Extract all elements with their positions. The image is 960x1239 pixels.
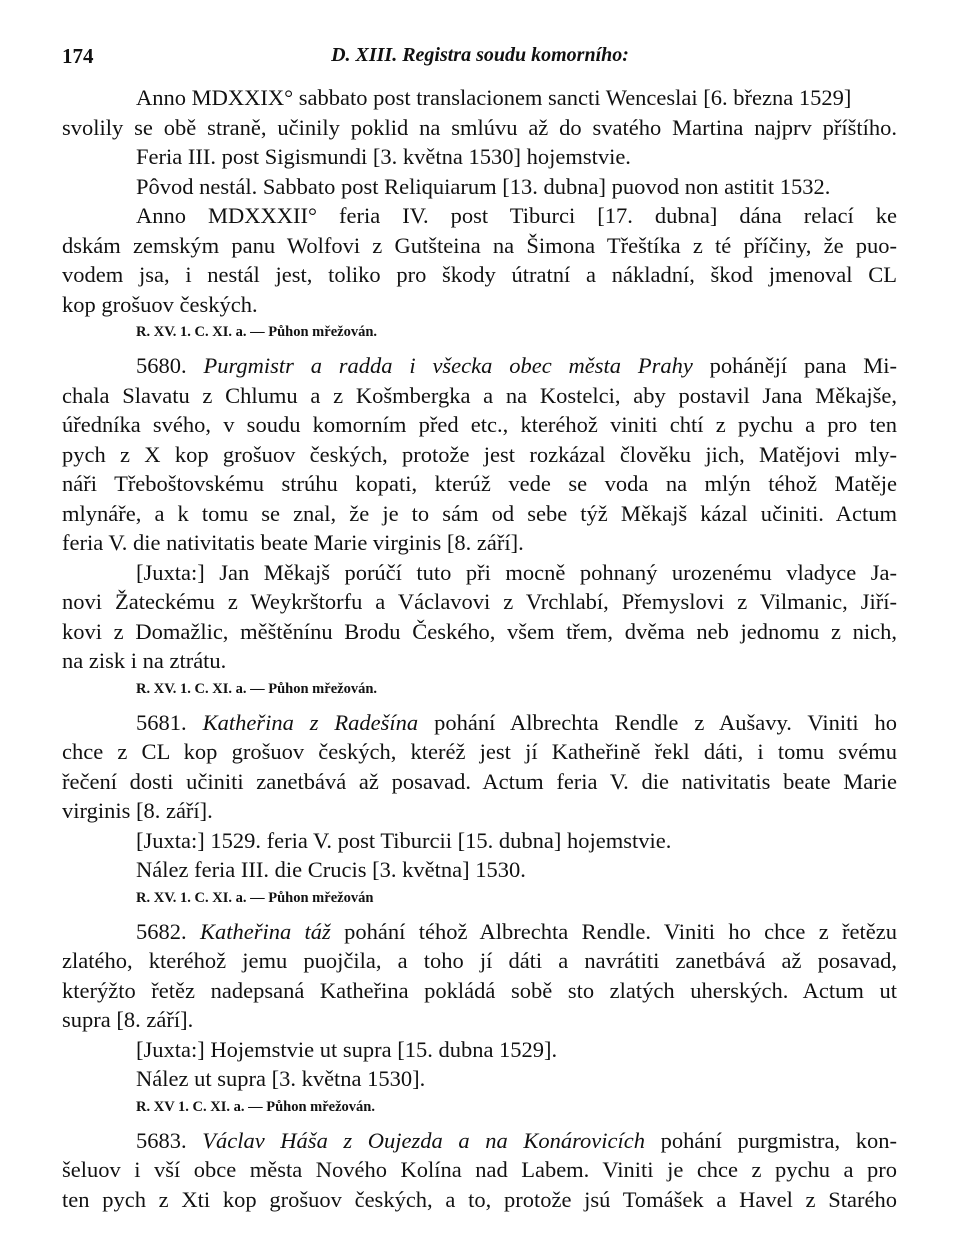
running-title: D. XIII. Registra soudu komorního: [331,44,629,66]
text-line: chce z CL kop grošuov českých, kteréž jest jí Katheřině řekl dáti, i tomu svému [62,739,897,764]
text-line: [Juxta:] Jan Měkajš porúčí tuto při mocně pohnaný urozenému vladyce Ja- [136,559,897,585]
text-line: Pôvod nestál. Sabbato post Reliquiarum [13. dubna] puovod non astitit 1532. [136,173,831,199]
text-line: [Juxta:] Hojemstvie ut supra [15. dubna 1529]. [136,1036,558,1062]
text-line: ten pych z Xti kop grošuov českých, a to, protože jsú Tomášek a Havel z Starého [62,1186,897,1212]
page-header [62,44,898,74]
text-line: dskám zemským panu Wolfovi z Gutšteina na Šimona Třeštíka z té příčiny, že puo- [62,232,897,258]
entry-party: Katheřina z Radešína [202,709,419,735]
entry-text: pohánějí pana Mi- [709,353,897,378]
text-line: na zisk i na ztrátu. [62,648,227,673]
entry-number: 5683. [136,1127,187,1153]
text-line: Feria III. post Sigismundi [3. května 1530] hojemstvie. [136,144,631,169]
entry-party: Václav Háša z Oujezda a na Konárovicích [202,1127,645,1153]
text-line: Nález feria III. die Crucis [3. května] 1530. [136,857,526,882]
text-line: Anno MDXXIX° sabbato post translacionem sancti Wenceslai [6. března 1529] [136,85,852,110]
page-body [62,83,897,1214]
text-line: feria V. die nativitatis beate Marie virginis [8. září]. [62,530,524,555]
text-line: kop grošuov českých. [62,291,258,317]
register-note: R. XV 1. C. XI. a. — Půhon mřežován. [136,1098,375,1115]
text-line: mlynáře, a k tomu se znal, že je to sám od sebe týž Měkajš kázal učiniti. Actum [62,500,897,526]
text-line: Anno MDXXXII° feria IV. post Tiburci [17. dubna] dána relací ke [136,203,897,228]
entry-5680-first-line [62,351,897,381]
text-line: [Juxta:] 1529. feria V. post Tiburcii [15. dubna] hojemstvie. [136,827,672,853]
text-line: pych z X kop grošuov českých, protože jest rozkázal člověku jich, Matějovi mly- [62,441,897,467]
entry-number: 5681. [136,709,187,735]
text-line: šeluov i vší obce města Nového Kolína nad Labem. Viniti je chce z pychu a pro [62,1157,897,1182]
page-number: 174 [62,44,94,68]
text-line: náři Třeboštovskému strúhu kopati, kterúž vede se voda na mlýn téhož Matěje [62,471,897,496]
text-line: vodem jsa, i nestál jest, toliko pro škody útratní a nákladní, škod jmenoval CL [62,262,897,287]
register-note: R. XV. 1. C. XI. a. — Půhon mřežován. [136,324,378,340]
entry-text: pohání Albrechta Rendle z Aušavy. Viniti ho [434,709,897,735]
entry-number: 5680. [136,353,187,378]
entry-5683-first-line [62,1126,897,1156]
text-line: zlatého, kteréhož jemu puojčila, a toho jí dáti a navrátiti zanetbává až posavad, [62,948,897,973]
entry-number: 5682. [136,918,187,944]
text-line: chala Slavatu z Chlumu a z Košmbergka a na Kostelci, aby postavil Jana Měkajše, [62,382,897,408]
text-line: svolily se obě straně, učinily poklid na smlúvu až do svatého Martina najprv příštího. [62,114,897,140]
entry-text: pohání téhož Albrechta Rendle. Viniti ho chce z řetězu [344,918,897,944]
register-note: R. XV. 1. C. XI. a. — Půhon mřežován [136,889,374,906]
entry-party: Katheřina táž [199,918,331,944]
register-note: R. XV. 1. C. XI. a. — Půhon mřežován. [136,680,378,697]
text-line: supra [8. září]. [62,1007,194,1032]
text-line: Nález ut supra [3. května 1530]. [136,1066,426,1091]
entry-5681-first-line [62,708,897,738]
entry-text: pohání purgmistra, kon- [660,1127,897,1153]
text-line: virginis [8. září]. [62,798,213,823]
text-line: kovi z Domažlic, měštěnínu Brodu Českého, všem třem, dvěma neb jednomu z nich, [62,618,897,644]
text-line: kterýžto řetěz nadepsaná Katheřina pokládá sobě sto zlatých uherských. Actum ut [62,977,897,1003]
entry-5682-first-line [62,917,897,947]
text-line: novi Žateckému z Weykrštorfu a Václavovi z Vrchlabí, Přemyslovi z Vilmanic, Jiří- [62,589,897,614]
text-line: řečení dosti učiniti zanetbává až posavad. Actum feria V. die nativitatis beate Marie [62,768,897,794]
entry-party: Purgmistr a radda i všecka obec města Prahy [203,353,693,378]
text-line: úředníka svého, v soudu komorním před etc., kteréhož viniti chtí z pychu a pro ten [62,412,897,437]
